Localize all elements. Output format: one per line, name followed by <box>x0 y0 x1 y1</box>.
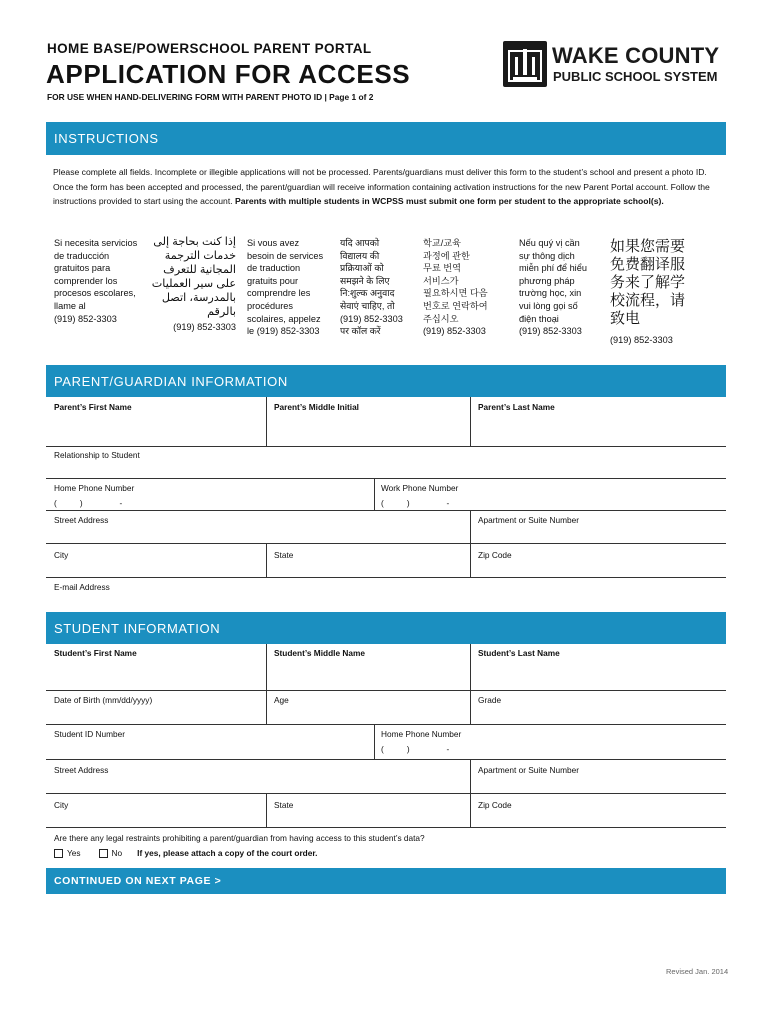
divider <box>46 446 726 447</box>
parent-first-name-label: Parent’s First Name <box>54 402 132 412</box>
lang-arabic <box>150 235 236 334</box>
lang-arabic-phone: (919) 852-3303 <box>173 322 236 332</box>
divider <box>470 397 471 446</box>
relationship-label: Relationship to Student <box>54 450 140 460</box>
divider <box>470 793 471 827</box>
email-label: E-mail Address <box>54 582 110 592</box>
divider <box>46 478 726 479</box>
student-heading: STUDENT INFORMATION <box>46 612 726 644</box>
divider <box>470 510 471 543</box>
yes-label: Yes <box>67 848 81 858</box>
divider <box>266 690 267 724</box>
student-first-name-label: Student’s First Name <box>54 648 137 658</box>
divider <box>266 793 267 827</box>
dob-label: Date of Birth (mm/dd/yyyy) <box>54 695 153 705</box>
continued-banner: CONTINUED ON NEXT PAGE > <box>46 868 726 894</box>
lang-french: Si vous avez besoin de services de traduction gratuits pour comprendre les procédures scolaires, appelez le (919) 852-3303 <box>247 238 324 337</box>
no-checkbox[interactable] <box>99 849 108 858</box>
logo-name: WAKE COUNTY <box>552 43 720 68</box>
parent-state-label: State <box>274 550 294 560</box>
logo-subname: PUBLIC SCHOOL SYSTEM <box>553 69 718 84</box>
lang-korean: 학교/교육 과정에 관한 무료 번역 서비스가 필요하시면 다음 번호로 연락하여 주십시오 (919) 852-3303 <box>423 238 488 337</box>
student-street-label: Street Address <box>54 765 109 775</box>
form-subtitle: FOR USE WHEN HAND-DELIVERING FORM WITH PARENT PHOTO ID | Page 1 of 2 <box>47 92 374 102</box>
form-title: APPLICATION FOR ACCESS <box>46 59 411 89</box>
lang-chinese-text: 如果您需要 免费翻译服 务来了解学 校流程，请 致电 <box>610 238 686 327</box>
legal-note: If yes, please attach a copy of the court order. <box>137 848 318 858</box>
instructions-body: Please complete all fields. Incomplete or illegible applications will not be processed. Parents/guardians must deliver this form to the student’s school and present a photo ID. Once the form has been accepted and processed, the parent/guardian will receive information containing activation instructions for the new Parent Portal account. Follow the instructions provided to start using the account. <box>53 167 710 206</box>
divider <box>46 577 726 578</box>
student-home-phone-field[interactable]: ( ) - <box>381 744 450 754</box>
revised-date: Revised Jan. 2014 <box>666 967 729 976</box>
divider <box>46 827 726 828</box>
student-apartment-label: Apartment or Suite Number <box>478 765 579 775</box>
divider <box>266 543 267 577</box>
lang-chinese-phone: (919) 852-3303 <box>610 335 673 345</box>
instructions-text <box>53 165 713 209</box>
parent-heading: PARENT/GUARDIAN INFORMATION <box>46 365 726 397</box>
instructions-bold-note: Parents with multiple students in WCPSS must submit one form per student to the appropriate school(s). <box>235 196 664 206</box>
student-home-phone-label: Home Phone Number <box>381 729 462 739</box>
yes-checkbox[interactable] <box>54 849 63 858</box>
school-logo-icon <box>503 41 547 87</box>
no-label: No <box>111 848 123 858</box>
divider <box>374 478 375 510</box>
parent-home-phone-label: Home Phone Number <box>54 483 135 493</box>
parent-zip-label: Zip Code <box>478 550 512 560</box>
divider <box>266 644 267 690</box>
divider <box>470 759 471 793</box>
student-middle-name-label: Student’s Middle Name <box>274 648 365 658</box>
divider <box>46 759 726 760</box>
work-phone-field[interactable]: ( ) - <box>381 498 450 508</box>
lang-hindi: यदि आपको विद्यालय की प्रक्रियाओं को समझने के लिए नि:शुल्क अनुवाद सेवाएं चाहिए, तो (919) 852-3303 पर कॉल करें <box>340 238 403 337</box>
instructions-heading: INSTRUCTIONS <box>46 122 726 155</box>
student-last-name-label: Student’s Last Name <box>478 648 560 658</box>
parent-home-phone-field[interactable]: ( ) - <box>54 498 123 508</box>
work-phone-label: Work Phone Number <box>381 483 459 493</box>
lang-chinese <box>610 238 685 349</box>
form-kicker: HOME BASE/POWERSCHOOL PARENT PORTAL <box>47 41 372 56</box>
grade-label: Grade <box>478 695 502 705</box>
legal-question: Are there any legal restraints prohibiting a parent/guardian from having access to this student’s data? <box>54 833 425 843</box>
divider <box>470 644 471 690</box>
legal-options <box>54 848 317 858</box>
parent-middle-initial-label: Parent’s Middle Initial <box>274 402 359 412</box>
lang-spanish: Si necesita servicios de traducción gratuitos para comprender los procesos escolares, llame al (919) 852-3303 <box>54 238 138 324</box>
divider <box>46 793 726 794</box>
parent-city-label: City <box>54 550 69 560</box>
divider <box>470 690 471 724</box>
lang-arabic-text: إذا كنت بحاجة إلى خدمات الترجمة المجانية للتعرف على سير العمليات بالمدرسة، اتصل بالرقم <box>151 236 236 318</box>
student-id-label: Student ID Number <box>54 729 126 739</box>
lang-vietnamese: Nếu quý vị cần sự thông dịch miễn phí để hiểu phương pháp trường học, xin vui lòng gọi số điện thoại (919) 852-3303 <box>519 238 587 337</box>
parent-last-name-label: Parent’s Last Name <box>478 402 555 412</box>
divider <box>46 543 726 544</box>
student-state-label: State <box>274 800 294 810</box>
divider <box>470 543 471 577</box>
divider <box>46 690 726 691</box>
student-zip-label: Zip Code <box>478 800 512 810</box>
parent-apartment-label: Apartment or Suite Number <box>478 515 579 525</box>
student-city-label: City <box>54 800 69 810</box>
divider <box>46 724 726 725</box>
divider <box>46 510 726 511</box>
age-label: Age <box>274 695 289 705</box>
divider <box>266 397 267 446</box>
parent-street-label: Street Address <box>54 515 109 525</box>
divider <box>374 724 375 759</box>
